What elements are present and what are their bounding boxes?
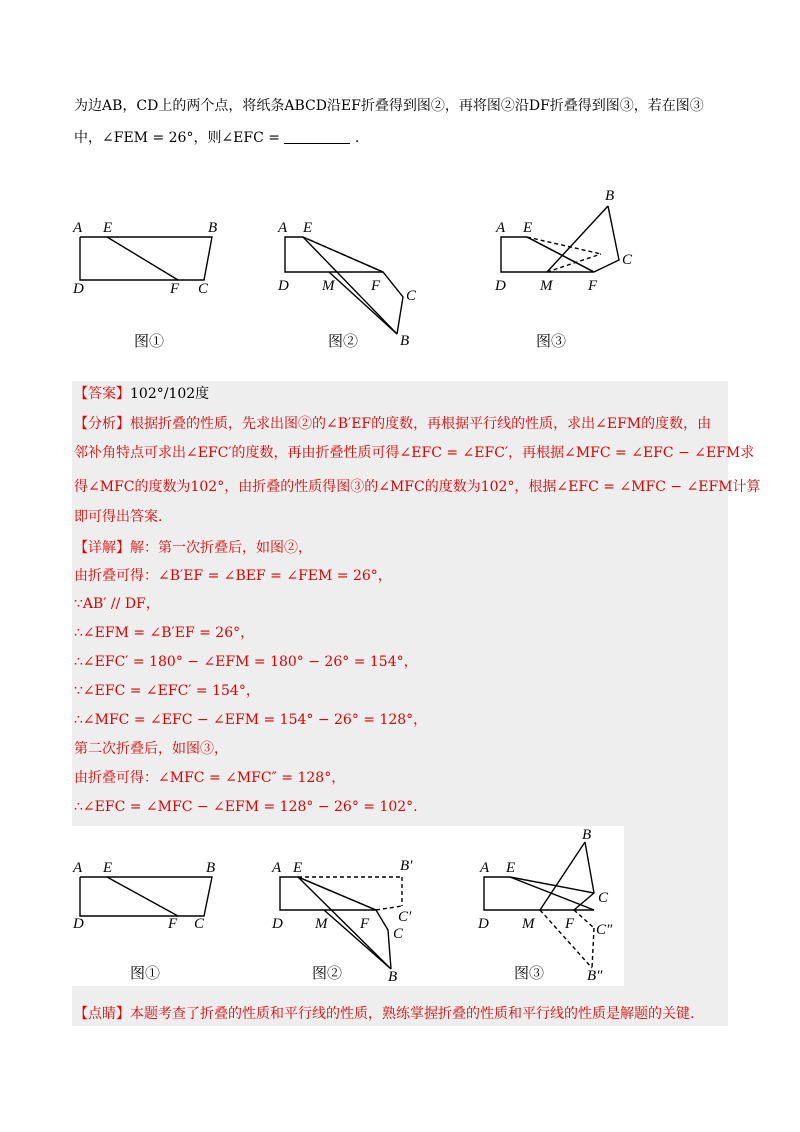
- detail-line-5: ∵∠EFC = ∠EFC′ = 154°，: [74, 683, 260, 699]
- answer-tag: 【答案】: [74, 386, 130, 402]
- detail-line-1: 由折叠可得：∠B′EF = ∠BEF = ∠FEM = 26°，: [74, 568, 392, 584]
- detail-line-4: ∴∠EFC′ = 180° − ∠EFM = 180° − 26° = 154°，: [74, 654, 418, 670]
- figure-top: [60, 180, 660, 360]
- top1-label-b: B: [208, 220, 218, 236]
- bot2-label-b-prime: B′: [400, 858, 413, 874]
- top2-label-b: B: [400, 333, 410, 349]
- top1-label-d: D: [73, 281, 84, 297]
- bot2-label-b: B: [388, 969, 398, 985]
- top2-caption: 图②: [328, 334, 359, 350]
- detail-tag: 【详解】: [74, 540, 130, 556]
- detail-text-0: 解：第一次折叠后，如图②，: [130, 540, 312, 556]
- bot3-label-d: D: [478, 916, 489, 932]
- top3-label-f: F: [588, 278, 598, 294]
- top1-label-f: F: [170, 281, 180, 297]
- top2-label-a: A: [278, 220, 288, 236]
- answer-text: 102°/102度: [130, 386, 210, 402]
- comment-tag: 【点睛】: [74, 1006, 130, 1022]
- bot3-label-c-double-prime: C″: [596, 922, 613, 938]
- detail-line-0: [74, 538, 312, 558]
- bot1-label-d: D: [73, 916, 84, 932]
- top3-label-m: M: [540, 278, 553, 294]
- bot3-label-a: A: [480, 860, 490, 876]
- bot1-label-f: F: [168, 916, 178, 932]
- bot1-label-c: C: [194, 916, 205, 932]
- bot3-label-f: F: [565, 916, 575, 932]
- bot1-label-e: E: [103, 860, 113, 876]
- answer-blank: [284, 129, 350, 144]
- bot2-label-e: E: [293, 860, 303, 876]
- detail-line-8: 由折叠可得：∠MFC = ∠MFC″ = 128°，: [74, 770, 346, 786]
- top-figure-2: [285, 237, 403, 334]
- top1-label-c: C: [198, 281, 209, 297]
- detail-line-9: ∴∠EFC = ∠MFC − ∠EFM = 128° − 26° = 102°.: [74, 799, 418, 815]
- bot3-label-b-double-prime: B″: [587, 968, 603, 984]
- bot2-label-f: F: [360, 916, 370, 932]
- top3-label-e: E: [523, 220, 533, 236]
- question-end: .: [354, 130, 360, 146]
- top2-label-d: D: [278, 278, 289, 294]
- top2-label-m: M: [322, 278, 335, 294]
- comment-text: 本题考查了折叠的性质和平行线的性质，熟练掌握折叠的性质和平行线的性质是解题的关键.: [130, 1006, 695, 1022]
- bot3-caption: 图③: [514, 966, 545, 982]
- bot2-label-c: C: [393, 926, 404, 942]
- analysis-tag: 【分析】: [74, 416, 130, 432]
- bottom-figure-pad: [624, 826, 728, 986]
- analysis-line-2: 邻补角特点可求出∠EFC′的度数，再由折叠性质可得∠EFC = ∠EFC′，再根据∠MFC = ∠EFC − ∠EFM求: [74, 445, 755, 461]
- bot2-label-d: D: [272, 916, 283, 932]
- top3-label-d: D: [495, 278, 506, 294]
- bottom-figure-1: [80, 877, 212, 916]
- bot1-label-b: B: [206, 860, 216, 876]
- analysis-line-1: [74, 414, 711, 434]
- bot1-caption: 图①: [130, 966, 161, 982]
- question-line-2: [74, 128, 359, 148]
- bot3-label-m: M: [522, 916, 535, 932]
- top3-caption: 图③: [536, 334, 567, 350]
- question-text: 中，∠FEM = 26°，则∠EFC =: [74, 130, 281, 146]
- detail-line-2: ∵AB′ // DF，: [74, 596, 160, 612]
- answer-line: [74, 384, 209, 404]
- bot1-label-a: A: [73, 860, 83, 876]
- top1-label-e: E: [103, 220, 113, 236]
- analysis-line-3: 得∠MFC的度数为102°，由折叠的性质得图③的∠MFC的度数为102°，根据∠EFC = ∠MFC − ∠EFM计算: [74, 479, 761, 495]
- top1-label-a: A: [73, 220, 83, 236]
- bot2-label-m: M: [315, 916, 328, 932]
- top-figure-3: [501, 206, 619, 272]
- question-line-1: 为边AB，CD上的两个点，将纸条ABCD沿EF折叠得到图②，再将图②沿DF折叠得到图③，若在图③: [74, 98, 704, 114]
- top3-label-b: B: [605, 188, 615, 204]
- bot3-label-e: E: [506, 860, 516, 876]
- top2-label-f: F: [371, 278, 381, 294]
- comment-line: [74, 1004, 694, 1024]
- top2-label-e: E: [303, 220, 313, 236]
- bottom-figure-3: [484, 842, 594, 968]
- top-figure-1: [80, 237, 212, 280]
- bot2-label-c-prime: C′: [398, 909, 412, 925]
- bot2-caption: 图②: [312, 966, 343, 982]
- bottom-figure-2: [280, 877, 402, 969]
- figure-bottom: [60, 826, 624, 986]
- detail-line-3: ∴∠EFM = ∠B′EF = 26°，: [74, 625, 255, 641]
- top2-label-c: C: [406, 288, 417, 304]
- bot2-label-a: A: [272, 860, 282, 876]
- detail-line-6: ∴∠MFC = ∠EFC − ∠EFM = 154° − 26° = 128°，: [74, 712, 428, 728]
- top3-label-a: A: [496, 220, 506, 236]
- analysis-line-4: 即可得出答案.: [74, 509, 163, 525]
- bot3-label-b: B: [582, 827, 592, 843]
- bot3-label-c: C: [598, 890, 609, 906]
- top3-label-c: C: [622, 252, 633, 268]
- detail-line-7: 第二次折叠后，如图③，: [74, 741, 228, 757]
- top1-caption: 图①: [134, 334, 165, 350]
- analysis-text-1: 根据折叠的性质，先求出图②的∠B′EF的度数，再根据平行线的性质，求出∠EFM的度数，由: [130, 416, 712, 432]
